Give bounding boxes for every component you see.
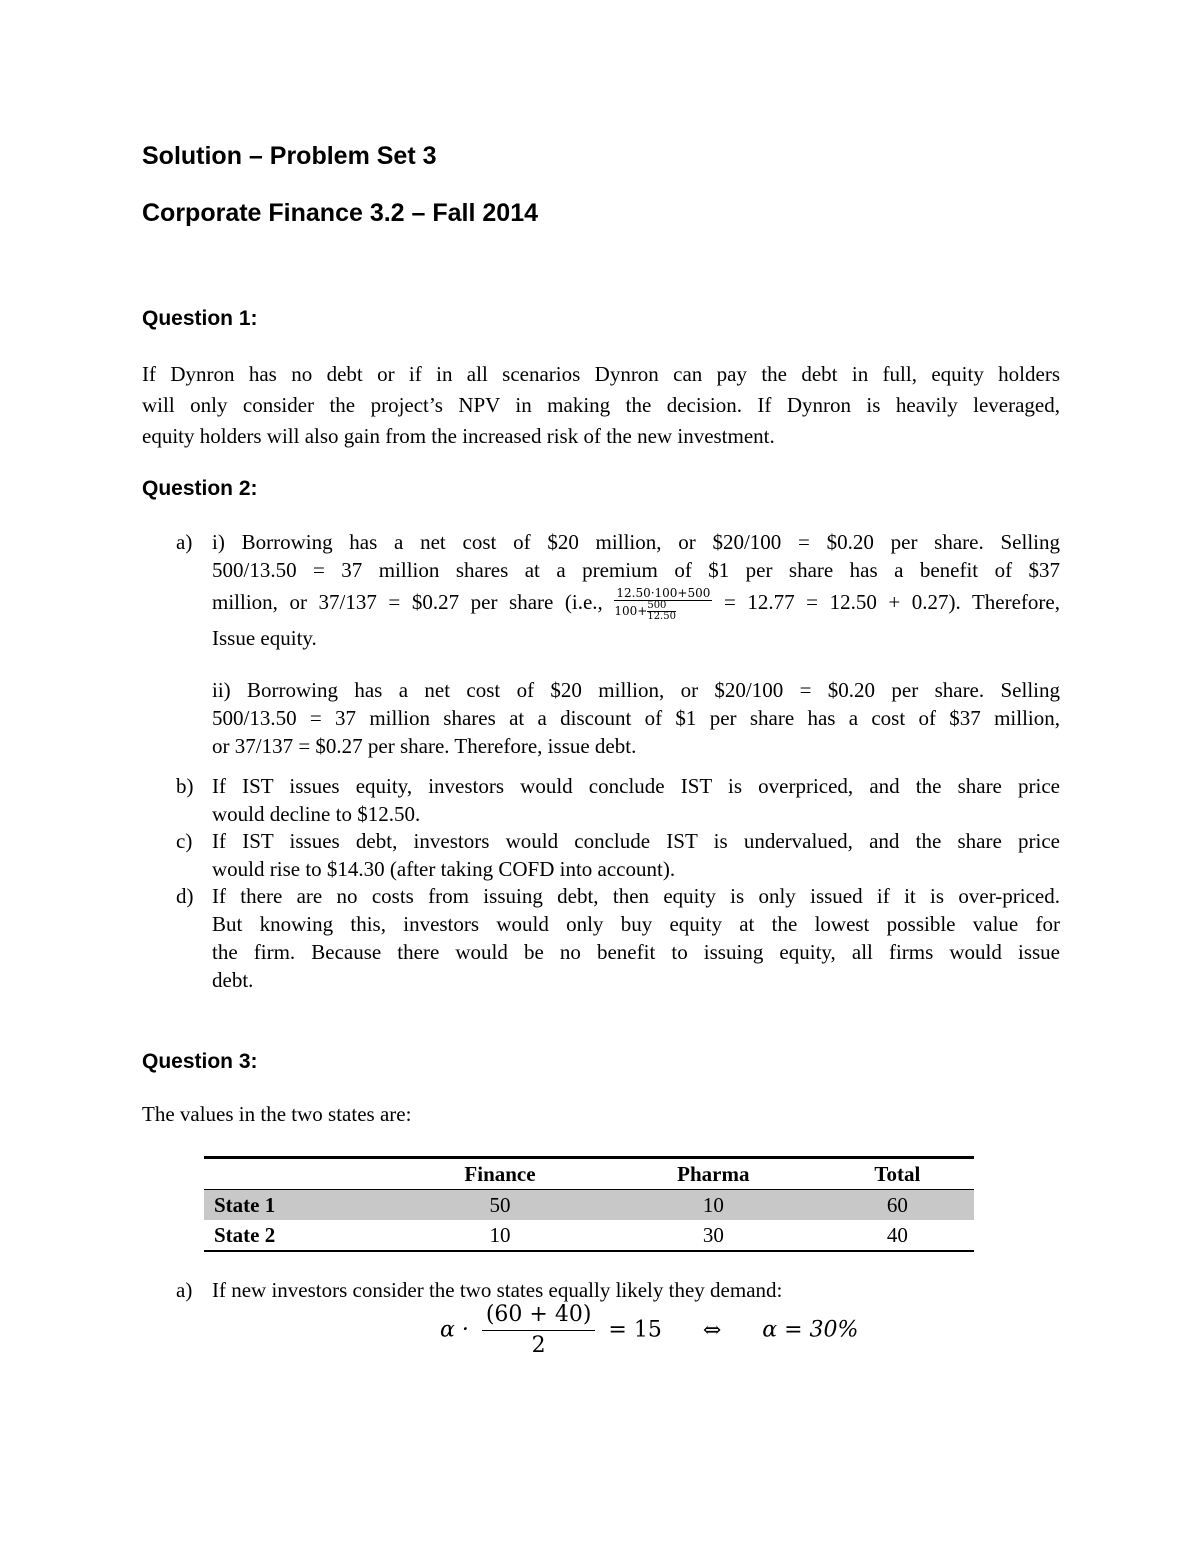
q2a-fraction	[614, 587, 712, 622]
q2d-line-3: the firm. Because there would be no benefit to issuing equity, all firms would issue	[212, 940, 1060, 964]
q2a-i-line-4: Issue equity.	[212, 626, 317, 650]
q2d-line-4: debt.	[212, 968, 254, 992]
q3-intro: The values in the two states are:	[142, 1102, 412, 1126]
equation-result: α = 30%	[762, 1317, 859, 1343]
table-header-total: Total	[821, 1158, 974, 1190]
equation-numerator: (60 + 40)	[482, 1300, 596, 1331]
table-row	[204, 1220, 974, 1251]
table-header-finance: Finance	[394, 1158, 606, 1190]
q2-item-c-label: c)	[176, 829, 193, 853]
question-1-heading: Question 1:	[142, 307, 258, 330]
equivalence-arrow: ⇔	[702, 1317, 722, 1343]
q1-line-2: will only consider the project’s NPV in making the decision. If Dynron is heavily leveraged,	[142, 393, 1060, 417]
q2a-i-line-3-pre: million, or 37/137 = $0.27 per share (i.e.,	[212, 590, 603, 614]
cell-state1-total: 60	[886, 1193, 908, 1217]
q2a-i-line-1: i) Borrowing has a net cost of $20 million, or $20/100 = $0.20 per share. Selling	[212, 530, 1060, 554]
table-header-pharma: Pharma	[606, 1158, 821, 1190]
q2a-nested-denominator: 12.50	[647, 610, 676, 622]
q3-item-a-label: a)	[176, 1278, 193, 1302]
alpha-equation	[440, 1300, 858, 1361]
q2a-nested-numerator: 500	[647, 601, 676, 612]
row-label-state-2: State 2	[214, 1223, 276, 1247]
q2c-line-2: would rise to $14.30 (after taking COFD into account).	[212, 857, 676, 881]
cell-state2-pharma: 30	[702, 1223, 724, 1247]
q2d-line-2: But knowing this, investors would only buy equity at the lowest possible value for	[212, 912, 1060, 936]
equation-fraction	[482, 1300, 596, 1361]
q2c-line-1: If IST issues debt, investors would conclude IST is undervalued, and the share price	[212, 829, 1060, 853]
table-header-blank	[204, 1158, 394, 1190]
q2a-ii-line-3: or 37/137 = $0.27 per share. Therefore, issue debt.	[212, 734, 637, 758]
q2a-i-line-2: 500/13.50 = 37 million shares at a premium of $1 per share has a benefit of $37	[212, 558, 1060, 582]
q2a-nested-fraction	[647, 601, 676, 622]
q2a-i-line-3	[212, 584, 1060, 620]
q2-item-d-label: d)	[176, 884, 194, 908]
q2-item-a-label: a)	[176, 530, 193, 554]
q2b-line-2: would decline to $12.50.	[212, 802, 421, 826]
row-label-state-1: State 1	[214, 1193, 276, 1217]
document-title: Solution – Problem Set 3	[142, 142, 437, 170]
table-row	[204, 1190, 974, 1221]
cell-state2-finance: 10	[489, 1223, 511, 1247]
q2a-ii-line-1: ii) Borrowing has a net cost of $20 million, or $20/100 = $0.20 per share. Selling	[212, 678, 1060, 702]
cell-state2-total: 40	[886, 1223, 908, 1247]
states-table	[204, 1156, 974, 1252]
q2-item-b-label: b)	[176, 774, 194, 798]
table-header-row	[204, 1158, 974, 1190]
q2a-ii-line-2: 500/13.50 = 37 million shares at a discount of $1 per share has a cost of $37 million,	[212, 706, 1060, 730]
q2a-i-line-3-post: = 12.77 = 12.50 + 0.27). Therefore,	[723, 590, 1060, 614]
q2a-fraction-numerator: 12.50·100+500	[616, 585, 711, 600]
q2a-fraction-den-pre: 100+	[614, 603, 648, 618]
q1-line-3: equity holders will also gain from the increased risk of the new investment.	[142, 424, 775, 448]
q2b-line-1: If IST issues equity, investors would conclude IST is overpriced, and the share price	[212, 774, 1060, 798]
q2d-line-1: If there are no costs from issuing debt, then equity is only issued if it is over-priced.	[212, 884, 1060, 908]
question-2-heading: Question 2:	[142, 477, 258, 500]
q1-line-1: If Dynron has no debt or if in all scenarios Dynron can pay the debt in full, equity holders	[142, 362, 1060, 386]
question-1-answer	[142, 359, 1060, 452]
q2a-fraction-denominator	[614, 601, 712, 622]
question-3-heading: Question 3:	[142, 1050, 258, 1073]
cell-state1-finance: 50	[489, 1193, 511, 1217]
equation-lhs: α ·	[440, 1317, 469, 1343]
document-subtitle: Corporate Finance 3.2 – Fall 2014	[142, 199, 538, 227]
cell-state1-pharma: 10	[702, 1193, 724, 1217]
equation-rhs: = 15	[608, 1317, 662, 1343]
equation-denominator: 2	[531, 1333, 546, 1358]
q3a-text: If new investors consider the two states equally likely they demand:	[212, 1278, 783, 1302]
